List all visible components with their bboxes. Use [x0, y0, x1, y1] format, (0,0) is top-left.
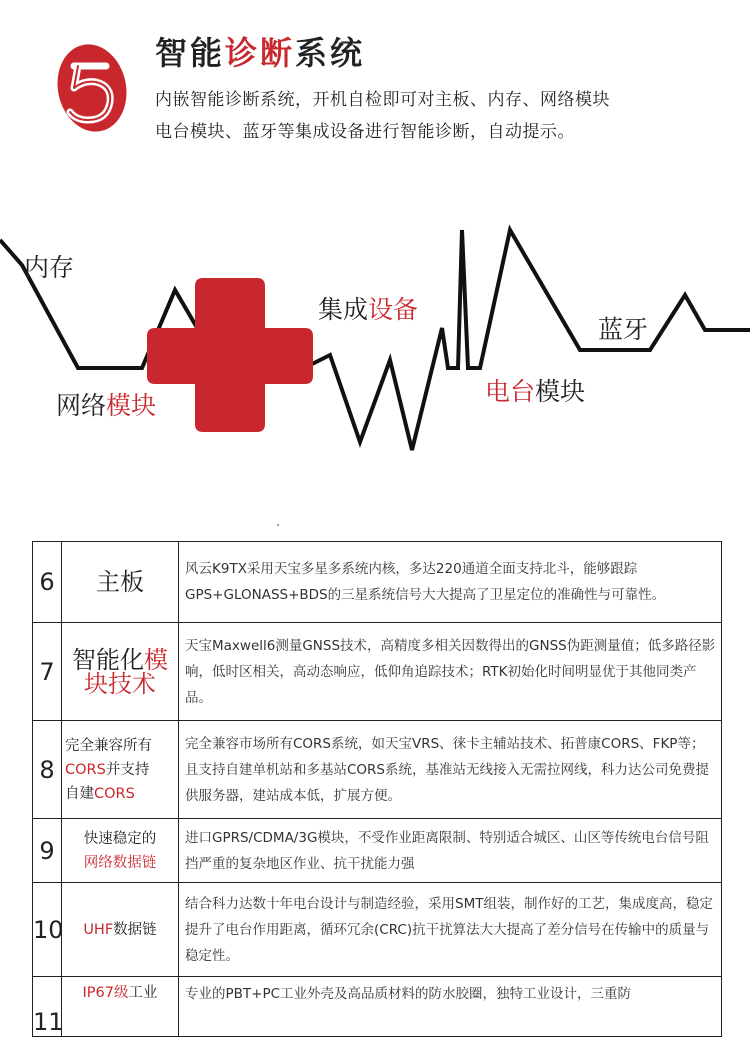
row-name: 快速稳定的 网络数据链	[62, 819, 179, 883]
feature-header	[0, 0, 750, 160]
intro-text	[155, 84, 735, 148]
row-description: 专业的PBT+PC工业外壳及高品质材料的防水胶圈，独特工业设计，三重防	[179, 977, 722, 1037]
row-name: 主板	[62, 542, 179, 623]
table-row	[33, 977, 722, 1037]
label-integrated-device: 集成设备	[318, 295, 419, 324]
intro-line-2: 电台模块、蓝牙等集成设备进行智能诊断，自动提示。	[155, 122, 575, 142]
label-network-module: 网络模块	[56, 391, 157, 420]
row-number: 6	[33, 542, 62, 623]
row-number: 10	[33, 883, 62, 977]
table-row	[33, 542, 722, 623]
row-name: UHF数据链	[62, 883, 179, 977]
decorative-dot	[277, 524, 279, 526]
page-title: 智能诊断系统	[155, 34, 366, 72]
row-number: 8	[33, 721, 62, 819]
table-row	[33, 721, 722, 819]
row-description: 结合科力达数十年电台设计与制造经验，采用SMT组装，制作好的工艺，集成度高，稳定提升了电台作用距离，循环冗余(CRC)抗干扰算法大大提高了差分信号在传输中的质量与稳定性。	[179, 883, 722, 977]
row-description: 完全兼容市场所有CORS系统，如天宝VRS、徕卡主辅站技术、拓普康CORS、FKP等；且支持自建单机站和多基站CORS系统，基准站无线接入无需拉网线，科力达公司免费提供服务器，建站成本低，扩展方便。	[179, 721, 722, 819]
feature-table	[32, 541, 722, 1037]
row-description: 风云K9TX采用天宝多星多系统内核，多达220通道全面支持北斗，能够跟踪GPS+GLONASS+BDS的三星系统信号大大提高了卫星定位的准确性与可靠性。	[179, 542, 722, 623]
red-cross-icon	[145, 274, 315, 434]
label-radio-module: 电台模块	[485, 377, 586, 406]
row-number: 11	[33, 977, 62, 1037]
row-name: IP67级工业	[62, 977, 179, 1037]
table-row	[33, 623, 722, 721]
row-description: 进口GPRS/CDMA/3G模块，不受作业距离限制、特别适合城区、山区等传统电台信号阻挡严重的复杂地区作业、抗干扰能力强	[179, 819, 722, 883]
row-name: 完全兼容所有 CORS并支持 自建CORS	[62, 721, 179, 819]
number-badge-icon	[54, 36, 134, 136]
diagnosis-diagram	[0, 210, 750, 470]
row-name: 智能化模 块技术	[62, 623, 179, 721]
table-row	[33, 819, 722, 883]
label-bluetooth: 蓝牙	[598, 315, 649, 344]
intro-line-1: 内嵌智能诊断系统，开机自检即可对主板、内存、网络模块	[155, 90, 610, 110]
row-number: 7	[33, 623, 62, 721]
row-number: 9	[33, 819, 62, 883]
row-description: 天宝Maxwell6测量GNSS技术，高精度多相关因数得出的GNSS伪距测量值；低多路径影响，低时区相关，高动态响应，低仰角追踪技术；RTK初始化时间明显优于其他同类产品。	[179, 623, 722, 721]
label-memory: 内存	[24, 253, 75, 282]
table-row	[33, 883, 722, 977]
